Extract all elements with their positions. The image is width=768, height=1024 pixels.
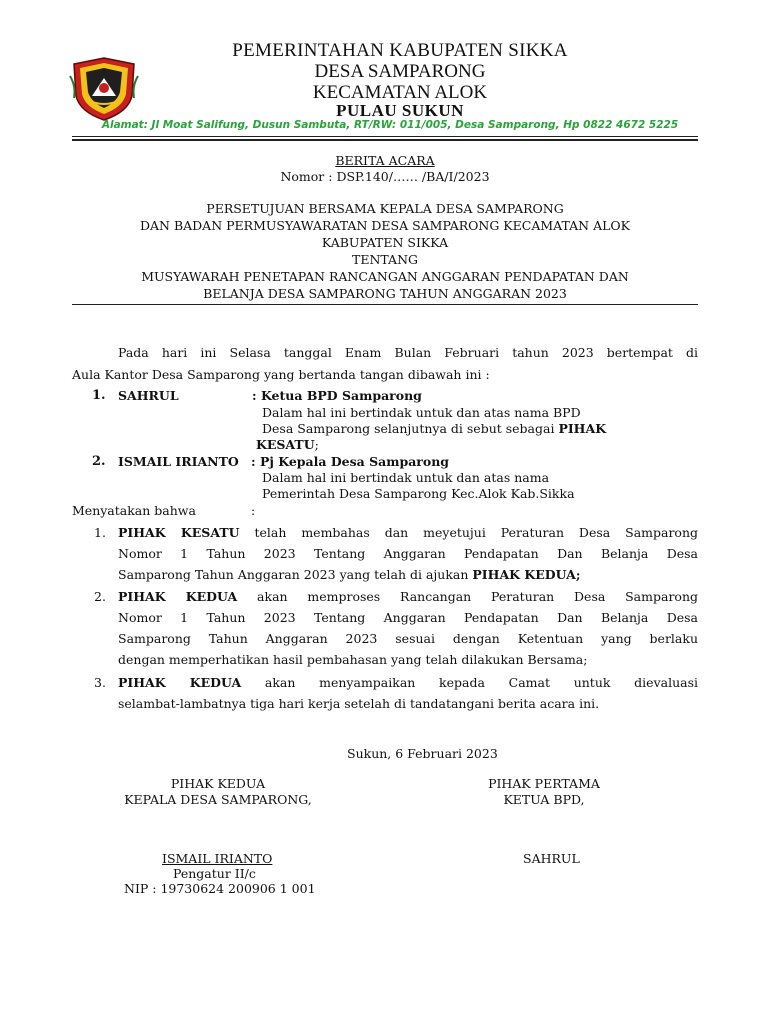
left-signatory-nip: NIP : 19730624 200906 1 001: [124, 881, 316, 896]
right-party-title: KETUA BPD,: [503, 792, 585, 807]
party-number: 1.: [92, 388, 106, 403]
party1-role: : Ketua BPD Samparong: [252, 388, 422, 403]
point-line: dengan memperhatikan hasil pembahasan yang telah dilakukan Bersama;: [118, 652, 588, 667]
header-island: PULAU SUKUN: [336, 101, 464, 120]
party2-desc: Dalam hal ini bertindak untuk dan atas nama: [262, 470, 550, 485]
party1-name: SAHRUL: [118, 388, 179, 403]
left-signatory-rank: Pengatur II/c: [173, 866, 256, 881]
left-party-title: KEPALA DESA SAMPARONG,: [124, 792, 312, 807]
left-signatory-name: ISMAIL IRIANTO: [162, 851, 273, 866]
opening-line: Aula Kantor Desa Samparong yang bertanda tangan dibawah ini :: [72, 367, 490, 382]
point-line: Nomor 1 Tahun 2023 Tentang Anggaran Pendapatan Dan Belanja Desa: [118, 610, 698, 625]
right-party-label: PIHAK PERTAMA: [488, 776, 600, 791]
party1-desc: KESATU;: [256, 437, 319, 452]
subject-line: DAN BADAN PERMUSYAWARATAN DESA SAMPARONG KECAMATAN ALOK: [139, 218, 631, 233]
header-district: KECAMATAN ALOK: [312, 82, 488, 103]
doc-title: BERITA ACARA: [335, 153, 435, 168]
point-line: Nomor 1 Tahun 2023 Tentang Anggaran Pendapatan Dan Belanja Desa: [118, 546, 698, 561]
point-number: 1.: [94, 525, 106, 540]
title-divider: [72, 304, 698, 305]
left-party-label: PIHAK KEDUA: [170, 776, 266, 791]
header-divider: [72, 136, 698, 137]
sikka-emblem-icon: [68, 56, 140, 122]
statement-label: Menyatakan bahwa: [72, 503, 196, 518]
point-line: PIHAK KEDUA akan memproses Rancangan Peraturan Desa Samparong: [118, 589, 698, 604]
point-line: PIHAK KESATU telah membahas dan meyetujui Peraturan Desa Samparong: [118, 525, 699, 540]
header-address: Alamat: Jl Moat Salifung, Dusun Sambuta, RT/RW: 011/005, Desa Samparong, Hp 0822 4672 5225: [101, 119, 679, 131]
header-government: PEMERINTAHAN KABUPATEN SIKKA: [232, 40, 568, 61]
signature-place-date: Sukun, 6 Februari 2023: [347, 746, 498, 761]
party2-desc: Pemerintah Desa Samparong Kec.Alok Kab.Sikka: [262, 486, 575, 501]
point-line: Samparong Tahun Anggaran 2023 yang telah di ajukan PIHAK KEDUA;: [118, 567, 581, 582]
party2-role: : Pj Kepala Desa Samparong: [251, 454, 450, 469]
party-number: 2.: [92, 454, 106, 469]
subject-line: BELANJA DESA SAMPARONG TAHUN ANGGARAN 2023: [203, 286, 567, 301]
statement-colon: :: [251, 503, 256, 518]
doc-number: Nomor : DSP.140/…… /BA/I/2023: [280, 169, 490, 184]
party1-desc: Dalam hal ini bertindak untuk dan atas nama BPD: [262, 405, 581, 420]
point-line: Samparong Tahun Anggaran 2023 sesuai dengan Ketentuan yang berlaku: [118, 631, 698, 646]
point-number: 2.: [94, 589, 106, 604]
opening-line: Pada hari ini Selasa tanggal Enam Bulan Februari tahun 2023 bertempat di: [118, 345, 698, 360]
point-line: selambat-lambatnya tiga hari kerja setelah di tandatangani berita acara ini.: [118, 696, 600, 711]
subject-line: MUSYAWARAH PENETAPAN RANCANGAN ANGGARAN PENDAPATAN DAN: [141, 269, 629, 284]
party1-desc: Desa Samparong selanjutnya di sebut sebagai PIHAK: [262, 421, 607, 436]
point-number: 3.: [94, 675, 106, 690]
subject-line: KABUPATEN SIKKA: [321, 235, 449, 250]
point-line: PIHAK KEDUA akan menyampaikan kepada Camat untuk dievaluasi: [118, 675, 698, 690]
header-village: DESA SAMPARONG: [314, 61, 486, 82]
party2-name: ISMAIL IRIANTO: [118, 454, 239, 469]
subject-line: TENTANG: [351, 252, 418, 267]
header-divider-thick: [72, 139, 698, 141]
right-signatory-name: SAHRUL: [523, 851, 580, 866]
subject-line: PERSETUJUAN BERSAMA KEPALA DESA SAMPARONG: [206, 201, 564, 216]
